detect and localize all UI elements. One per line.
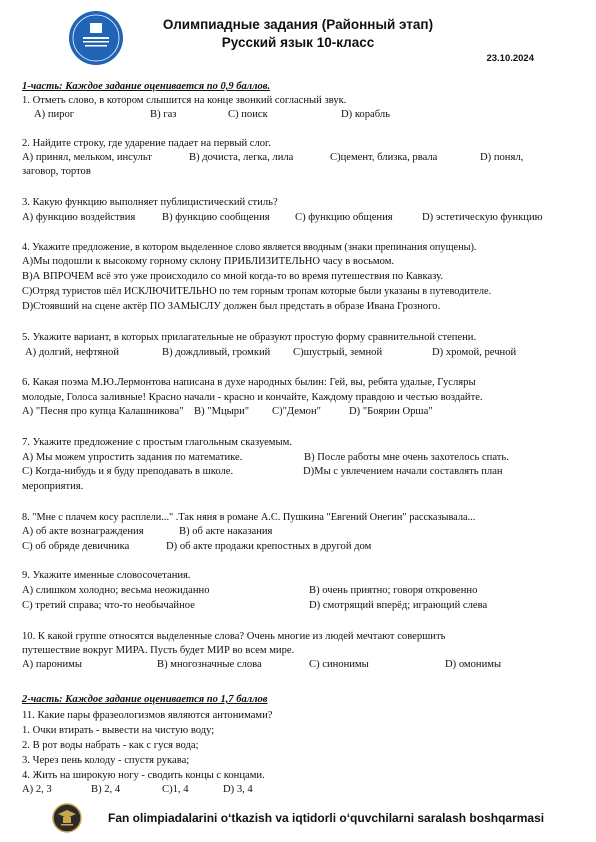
footer-text: Fan olimpiadalarini o‘tkazish va iqtidorli o‘quvchilarni saralash boshqarmasi: [108, 811, 545, 825]
q1-option-c: С) поиск: [228, 109, 268, 120]
question-8: 8. "Мне с плачем косу расплели..." .Так няня в романе А.С. Пушкина "Евгений Онегин" рассказывала...: [22, 512, 476, 523]
q10-option-b: В) многозначные слова: [157, 659, 262, 670]
q9-option-d: D) смотрящий вперёд; играющий слева: [309, 600, 488, 611]
part1-title: 1-часть: Каждое задание оценивается по 0,9 баллов.: [22, 81, 271, 92]
question-3: 3. Какую функцию выполняет публицистический стиль?: [22, 197, 278, 208]
q2-option-d: D) понял,: [480, 152, 524, 163]
page-subtitle: Русский язык 10-класс: [221, 35, 375, 50]
page-title: Олимпиадные задания (Районный этап): [162, 17, 434, 32]
q5-option-b: В) дождливый, громкий: [162, 347, 271, 358]
q3-option-a: А) функцию воздействия: [22, 212, 136, 223]
q7-continuation: мероприятия.: [22, 481, 84, 492]
q11-option-d: D) 3, 4: [223, 784, 253, 795]
question-1: 1. Отметь слово, в котором слышится на конце звонкий согласный звук.: [22, 95, 347, 106]
q11-item-1: 1. Очки втирать - вывести на чистую воду;: [22, 725, 215, 736]
q8-option-c: С) об обряде девичника: [22, 541, 130, 552]
q7-option-b: В) После работы мне очень захотелось спать.: [304, 452, 509, 463]
q5-option-d: D) хромой, речной: [432, 347, 517, 358]
part2-title: 2-часть: Каждое задание оценивается по 1,7 баллов: [22, 694, 268, 705]
q8-option-d: D) об акте продажи крепостных в другой дом: [166, 541, 372, 552]
question-6: 6. Какая поэма М.Ю.Лермонтова написана в духе народных былин: Гей, вы, ребята удалые, Гусляры: [22, 377, 476, 388]
q11-item-2: 2. В рот воды набрать - как с гуся вода;: [22, 740, 199, 751]
q7-option-a: А) Мы можем упростить задания по математике.: [22, 452, 243, 463]
q2-option-b: B) дочиста, легка, лила: [189, 152, 294, 163]
q10-option-d: D) омонимы: [445, 659, 502, 670]
question-2: 2. Найдите строку, где ударение падает на первый слог.: [22, 138, 271, 149]
q4-option-a: А)Мы подошли к высокому горному склону ПРИБЛИЗИТЕЛЬНО часу в восьмом.: [22, 256, 395, 267]
q9-option-a: А) слишком холодно; весьма неожиданно: [22, 585, 210, 596]
question-11: 11. Какие пары фразеологизмов являются антонимами?: [22, 710, 273, 721]
q5-option-a: А) долгий, нефтяной: [25, 347, 120, 358]
footer-logo: [52, 803, 82, 833]
q1-option-d: D) корабль: [341, 109, 390, 120]
q2-option-c: C)цемент, близка, рвала: [330, 152, 438, 163]
q10-option-a: А) паронимы: [22, 659, 82, 670]
question-10: 10. К какой группе относятся выделенные слова? Очень многие из людей мечтают совершить: [22, 631, 446, 642]
question-4: 4. Укажите предложение, в котором выделенное слово является вводным (знаки препинания опущены).: [22, 242, 477, 253]
q3-option-d: D) эстетическую функцию: [422, 212, 543, 223]
q9-option-c: С) третий справа; что-то необычайное: [22, 600, 195, 611]
question-9: 9. Укажите именные словосочетания.: [22, 570, 191, 581]
question-5: 5. Укажите вариант, в которых прилагательные не образуют простую форму сравнительной степени.: [22, 332, 477, 343]
q6-continuation: молодые, Голоса заливные! Красно начали - красно и кончайте, Каждому правдою и честью воздайте.: [22, 392, 483, 403]
q10-option-c: С) синонимы: [309, 659, 369, 670]
q11-item-4: 4. Жить на широкую ногу - сводить концы с концами.: [22, 770, 265, 781]
q6-option-d: D) "Боярин Орша": [349, 406, 433, 417]
q9-option-b: В) очень приятно; говоря откровенно: [309, 585, 478, 596]
q8-option-b: В) об акте наказания: [179, 526, 273, 537]
q11-option-c: С)1, 4: [162, 784, 189, 795]
q3-option-c: С) функцию общения: [295, 212, 393, 223]
question-7: 7. Укажите предложение с простым глагольным сказуемым.: [22, 437, 292, 448]
q10-continuation: путешествие вокруг МИРА. Пусть будет МИР во всем мире.: [22, 645, 295, 656]
q11-option-b: В) 2, 4: [91, 784, 121, 795]
q5-option-c: С)шустрый, земной: [293, 347, 383, 358]
date-label: 23.10.2024: [486, 53, 534, 64]
q7-option-c: С) Когда-нибудь и я буду преподавать в школе.: [22, 466, 234, 477]
q11-option-a: А) 2, 3: [22, 784, 52, 795]
q1-option-b: В) газ: [150, 109, 177, 120]
q1-option-a: А) пирог: [34, 109, 75, 120]
q6-option-b: В) "Мцыри": [194, 406, 250, 417]
q6-option-a: А) "Песня про купца Калашникова": [22, 406, 184, 417]
q8-option-a: А) об акте вознаграждения: [22, 526, 144, 537]
q2-continuation: заговор, тортов: [22, 166, 91, 177]
q4-option-c: С)Отряд туристов шёл ИСКЛЮЧИТЕЛЬНО по тем горным тропам которые были указаны в путеводителе.: [22, 286, 492, 297]
q11-item-3: 3. Через пень колоду - спустя рукава;: [22, 755, 190, 766]
q3-option-b: В) функцию сообщения: [162, 212, 270, 223]
q6-option-c: С)"Демон": [272, 406, 321, 417]
q4-option-d: D)Стоявший на сцене актёр ПО ЗАМЫСЛУ должен был предстать в образе Ивана Грозного.: [22, 301, 441, 312]
q2-option-a: A) принял, мельком, инсульт: [22, 152, 152, 163]
q4-option-b: В)А ВПРОЧЕМ всё это уже происходило со мной когда-то во время путешествия по Кавказу.: [22, 271, 444, 282]
q7-option-d: D)Мы с увлечением начали составлять план: [303, 466, 503, 477]
